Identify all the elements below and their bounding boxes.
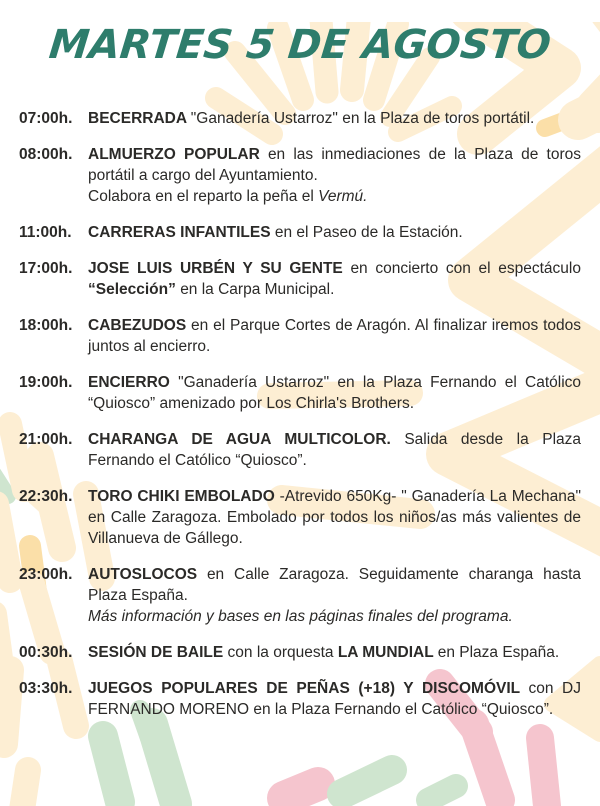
event-row <box>19 486 581 549</box>
event-row <box>19 564 581 627</box>
event-text: en el Parque Cortes de Aragón. Al finalizar iremos todos juntos al encierro. <box>88 317 581 355</box>
event-time: 00:30h. <box>19 644 73 661</box>
event-description <box>88 222 581 243</box>
event-description <box>88 678 581 720</box>
event-text: en concierto con el espectáculo <box>350 260 581 277</box>
event-text: -Atrevido 650Kg- " Ganadería La Mechana" en Calle Zaragoza. Embolado por todos los niños/as más valientes de Villanueva de Gállego. <box>88 488 581 547</box>
event-description <box>88 315 581 357</box>
event-description <box>88 144 581 207</box>
event-row <box>19 429 581 471</box>
event-text: en la Carpa Municipal. <box>180 281 335 298</box>
event-description <box>88 564 581 627</box>
event-highlight-text: CHARANGA DE AGUA MULTICOLOR. <box>88 431 405 448</box>
event-time: 11:00h. <box>19 224 72 241</box>
event-highlight-text: ENCIERRO <box>88 374 179 391</box>
event-highlight-text: “Selección” <box>88 281 181 298</box>
event-text: en el Paseo de la Estación. <box>274 224 463 241</box>
event-highlight-text: CARRERAS INFANTILES <box>88 224 275 241</box>
event-text: en Calle Zaragoza. Seguidamente charanga hasta Plaza España. <box>88 566 582 604</box>
event-text: Más información y bases en las páginas finales del programa. <box>88 608 513 625</box>
program-page <box>0 22 600 720</box>
event-highlight-text: CABEZUDOS <box>88 317 192 334</box>
event-text: Colabora en el reparto la peña el <box>88 188 319 205</box>
event-time: 23:00h. <box>19 566 73 583</box>
event-highlight-text: ALMUERZO POPULAR <box>88 146 268 163</box>
event-list <box>19 108 581 720</box>
event-time: 08:00h. <box>19 146 73 163</box>
event-row <box>19 372 581 414</box>
event-highlight-text: BECERRADA <box>88 110 191 127</box>
event-time: 18:00h. <box>19 317 73 334</box>
event-text: "Ganadería Ustarroz" en la Plaza de toros portátil. <box>190 110 535 127</box>
event-highlight-text: SESIÓN DE BAILE <box>88 644 228 661</box>
event-row <box>19 222 581 243</box>
event-time: 19:00h. <box>19 374 73 391</box>
event-text: con DJ FERNANDO MORENO en la Plaza Fernando el Católico “Quiosco”. <box>88 680 581 718</box>
event-row <box>19 315 581 357</box>
event-description <box>88 108 581 129</box>
event-row <box>19 108 581 129</box>
event-time: 17:00h. <box>19 260 73 277</box>
event-description <box>88 429 581 471</box>
event-time: 22:30h. <box>19 488 73 505</box>
event-highlight-text: LA MUNDIAL <box>337 644 438 661</box>
event-row <box>19 678 581 720</box>
event-time: 07:00h. <box>19 110 73 127</box>
event-text: en las inmediaciones de la Plaza de toros portátil a cargo del Ayuntamiento. <box>88 146 582 184</box>
event-time: 03:30h. <box>19 680 73 697</box>
event-highlight-text: JUEGOS POPULARES DE PEÑAS (+18) Y DISCOMÓVIL <box>88 680 529 697</box>
event-text: con la orquesta <box>227 644 338 661</box>
event-text: Salida desde la Plaza Fernando el Católico “Quiosco”. <box>88 431 582 469</box>
event-row <box>19 144 581 207</box>
page-title: MARTES 5 DE AGOSTO <box>46 22 554 68</box>
event-text: "Ganadería Ustarroz" en la Plaza Fernando el Católico “Quiosco” amenizado por Los Chirla's Brothers. <box>88 374 582 412</box>
event-highlight-text: TORO CHIKI EMBOLADO <box>88 488 280 505</box>
event-description <box>88 372 581 414</box>
accents-bottom-center-decoration <box>284 770 456 800</box>
event-text: Vermú. <box>318 188 368 205</box>
event-row <box>19 642 581 663</box>
event-description <box>88 258 581 300</box>
event-time: 21:00h. <box>19 431 73 448</box>
leaves-bottom-left-decoration <box>103 710 176 804</box>
event-highlight-text: JOSE LUIS URBÉN Y SU GENTE <box>88 260 351 277</box>
event-description <box>88 486 581 549</box>
event-text: en Plaza España. <box>437 644 560 661</box>
event-highlight-text: AUTOSLOCOS <box>88 566 207 583</box>
event-row <box>19 258 581 300</box>
event-description <box>88 642 581 663</box>
